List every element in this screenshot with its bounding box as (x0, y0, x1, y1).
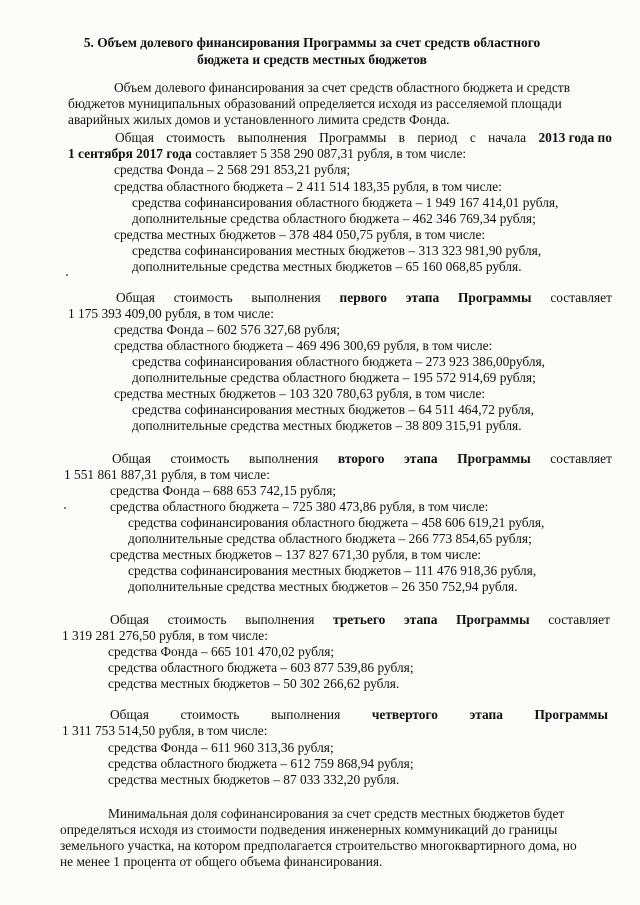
stage3-local: средства местных бюджетов – 50 302 266,62 рубля. (108, 676, 400, 691)
intro-line1: Объем долевого финансирования за счет средств областного бюджета и средств (114, 80, 571, 95)
total-regional: средства областного бюджета – 2 411 514 183,35 рубля, в том числе: (114, 179, 502, 194)
intro-line3: аварийных жилых домов и установленного лимита средств Фонда. (68, 112, 450, 127)
stage1-line1: Общая стоимость выполнения первого этапа Программы составляет (116, 290, 612, 305)
closing-line4: не менее 1 процента от общего объема финансирования. (60, 854, 383, 869)
stage1-fund: средства Фонда – 602 576 327,68 рубля; (114, 322, 341, 337)
stage2-fund: средства Фонда – 688 653 742,15 рубля; (110, 483, 337, 498)
stage1-amount: 1 175 393 409,00 рубля, в том числе: (68, 306, 274, 321)
scan-speck (64, 507, 66, 509)
stage2-local: средства местных бюджетов – 137 827 671,30 рубля, в том числе: (110, 547, 482, 562)
stage1-local-cofin: средства софинансирования местных бюджетов – 64 511 464,72 рубля, (132, 402, 534, 417)
section-title-line2: бюджета и средств местных бюджетов (197, 52, 427, 67)
total-local: средства местных бюджетов – 378 484 050,75 рубля, в том числе: (114, 227, 486, 242)
stage3-regional: средства областного бюджета – 603 877 539,86 рубля; (108, 660, 414, 675)
stage2-local-cofin: средства софинансирования местных бюджетов – 111 476 918,36 рубля, (128, 563, 537, 578)
total-fund: средства Фонда – 2 568 291 853,21 рубля; (114, 162, 351, 177)
intro-line2: бюджетов муниципальных образований определяется исходя из расселяемой площади (68, 96, 562, 111)
stage2-amount: 1 551 861 887,31 рубля, в том числе: (64, 467, 270, 482)
closing-line1: Минимальная доля софинансирования за счет средств местных бюджетов будет (108, 806, 565, 821)
stage1-local: средства местных бюджетов – 103 320 780,63 рубля, в том числе: (114, 386, 486, 401)
closing-line3: земельного участка, на котором предполагается строительство многоквартирного дома, но (60, 838, 577, 853)
stage1-local-extra: дополнительные средства местных бюджетов – 38 809 315,91 рубля. (132, 418, 522, 433)
stage3-amount: 1 319 281 276,50 рубля, в том числе: (62, 628, 268, 643)
stage2-regional-extra: дополнительные средства областного бюджета – 266 773 854,65 рубля; (128, 531, 532, 546)
total-regional-cofin: средства софинансирования областного бюджета – 1 949 167 414,01 рубля, (132, 195, 559, 210)
closing-line2: определяться исходя из стоимости подведения инженерных коммуникаций до границы (60, 822, 558, 837)
total-line2: 1 сентября 2017 года составляет 5 358 290 087,31 рубля, в том числе: (68, 146, 467, 161)
total-local-extra: дополнительные средства местных бюджетов – 65 160 068,85 рубля. (132, 259, 522, 274)
stage2-line1: Общая стоимость выполнения второго этапа Программы составляет (112, 451, 612, 466)
stage4-local: средства местных бюджетов – 87 033 332,20 рубля. (108, 772, 400, 787)
total-local-cofin: средства софинансирования местных бюджетов – 313 323 981,90 рубля, (132, 243, 542, 258)
stage2-regional-cofin: средства софинансирования областного бюджета – 458 606 619,21 рубля, (128, 515, 545, 530)
stage4-line1: Общая стоимость выполнения четвертого этапа Программы (110, 707, 608, 722)
scan-speck (66, 274, 68, 276)
stage2-regional: средства областного бюджета – 725 380 473,86 рубля, в том числе: (110, 499, 489, 514)
stage3-fund: средства Фонда – 665 101 470,02 рубля; (108, 644, 335, 659)
total-regional-extra: дополнительные средства областного бюджета – 462 346 769,34 рубля; (132, 211, 536, 226)
stage3-line1: Общая стоимость выполнения третьего этапа Программы составляет (110, 612, 610, 627)
stage1-regional: средства областного бюджета – 469 496 300,69 рубля, в том числе: (114, 338, 493, 353)
stage4-regional: средства областного бюджета – 612 759 868,94 рубля; (108, 756, 414, 771)
section-title-line1: 5. Объем долевого финансирования Программы за счет средств областного (83, 35, 541, 50)
stage4-amount: 1 311 753 514,50 рубля, в том числе: (62, 723, 268, 738)
stage1-regional-cofin: средства софинансирования областного бюджета – 273 923 386,00рубля, (132, 354, 546, 369)
stage1-regional-extra: дополнительные средства областного бюджета – 195 572 914,69 рубля; (132, 370, 536, 385)
total-line1: Общая стоимость выполнения Программы в период с начала 2013 года по (115, 130, 612, 145)
stage4-fund: средства Фонда – 611 960 313,36 рубля; (108, 740, 334, 755)
stage2-local-extra: дополнительные средства местных бюджетов – 26 350 752,94 рубля. (128, 579, 518, 594)
